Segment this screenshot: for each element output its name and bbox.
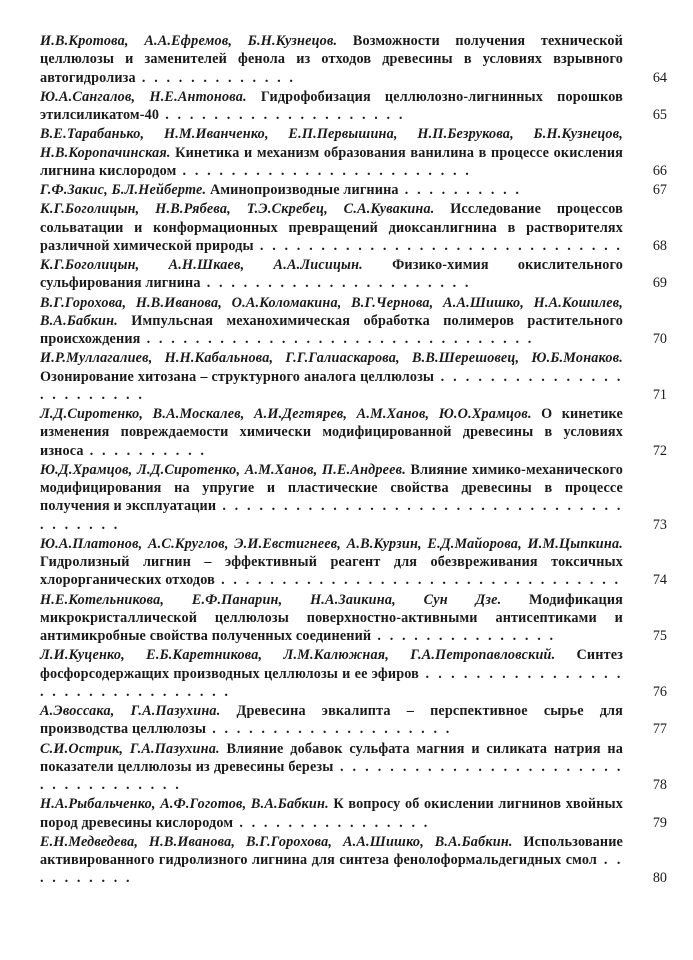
toc-entry-text (40, 740, 633, 795)
toc-entry-text (40, 702, 633, 739)
toc-entry-text (40, 256, 633, 293)
toc-entry[interactable] (40, 535, 667, 590)
toc-entry-text (40, 405, 633, 460)
toc-entry-title: О кинетике изменения повреждаемости химически модифицированной древесины в условиях износа (40, 406, 623, 459)
toc-entry-authors: И.Р.Муллагалиев, Н.Н.Кабальнова, Г.Г.Галиаскарова, В.В.Шерешовец, Ю.Б.Монаков. (40, 350, 623, 367)
toc-entry-page-number: 64 (652, 69, 667, 86)
toc-entry-authors: В.Г.Горохова, Н.В.Иванова, О.А.Коломакина, В.Г.Чернова, А.А.Шишко, Н.А.Кошилев, В.А.Бабкин. (40, 294, 623, 329)
toc-entry-text (40, 646, 633, 701)
toc-entry[interactable] (40, 349, 667, 404)
toc-entry[interactable] (40, 740, 667, 795)
toc-entry-title: Гидрофобизация целлюлозно-лигнинных порошков этилсиликатом-40 (40, 88, 623, 123)
toc-entry-authors: В.Е.Тарабанько, Н.М.Иванченко, Е.П.Первышина, Н.П.Безрукова, Б.Н.Кузнецов, Н.В.Коропачинская. (40, 126, 623, 161)
toc-entry[interactable] (40, 702, 667, 739)
toc-entry-page-number: 79 (652, 814, 667, 831)
toc-entry-page-number: 73 (652, 516, 667, 533)
toc-entry-leader-dots: . . . . . . . . . . . . . . . . . . . . . . . . (40, 368, 623, 403)
toc-entry-authors: Н.Е.Котельникова, Е.Ф.Панарин, Н.А.Заикина, Сун Дзе. (40, 591, 502, 608)
toc-entry[interactable] (40, 32, 667, 87)
toc-entry-title: Физико-химия окислительного сульфирования лигнина (40, 257, 624, 292)
toc-entry-title: К вопросу об окислении лигнинов хвойных пород древесины кислородом (40, 796, 624, 831)
toc-entry-leader-dots: . . . . . . . . . . . . . . . . . . . . . . (200, 275, 472, 292)
toc-entry-page-number: 76 (652, 683, 667, 700)
toc-entry-authors: К.Г.Боголицын, А.Н.Шкаев, А.А.Лисицын. (40, 257, 363, 273)
toc-entry-authors: Л.И.Куценко, Е.Б.Каретникова, Л.М.Калюжная, Г.А.Петропавловский. (40, 647, 556, 664)
toc-entry-leader-dots: . . . . . . . . . . . . . . . . (233, 814, 430, 831)
toc-entry[interactable] (40, 591, 667, 646)
toc-entry-title: Использование активированного гидролизного лигнина для синтеза фенолоформальдегидных смол (40, 833, 623, 868)
toc-entry-text (40, 125, 633, 180)
toc-entry-title: Исследование процессов сольватации и конформационных превращений диоксанлигнина в растворителях различной химической природы (40, 201, 623, 254)
toc-entry-page-number: 69 (652, 275, 667, 292)
toc-entry-text (40, 200, 633, 255)
toc-entry-title: Древесина эвкалипта – перспективное сырье для производства целлюлозы (40, 703, 623, 738)
toc-entry-leader-dots: . . . . . . . . . . (40, 852, 623, 887)
toc-entry-page-number: 66 (652, 162, 667, 179)
toc-entry-leader-dots: . . . . . . . . . . (398, 182, 522, 198)
toc-entry-authors: Н.А.Рыбальченко, А.Ф.Гоготов, В.А.Бабкин. (40, 796, 329, 813)
toc-entry[interactable] (40, 181, 667, 199)
toc-entry-title: Влияние добавок сульфата магния и силиката натрия на показатели целлюлозы из древесины березы (40, 740, 623, 775)
toc-entry-text (40, 32, 633, 87)
toc-entry-page-number: 74 (652, 572, 667, 589)
toc-entry[interactable] (40, 200, 667, 255)
toc-entry-page-number: 65 (652, 107, 667, 123)
toc-entry-leader-dots: . . . . . . . . . . . . . . . . . . . . . . . . . . . . . . (253, 237, 623, 254)
toc-entry-authors: Г.Ф.Закис, Б.Л.Нейберте. (40, 182, 207, 198)
toc-entry-leader-dots: . . . . . . . . . . . . . . . . . . . . (206, 721, 452, 738)
toc-entry[interactable] (40, 795, 667, 832)
toc-entry-page-number: 78 (652, 777, 667, 793)
toc-entry-text (40, 349, 633, 404)
toc-entry-title: Модификация микрокристаллической целлюлозы поверхностно-активными антисептиками и антимикробные свойства полученных соединений (40, 591, 623, 644)
toc-entry-leader-dots: . . . . . . . . . . . . . (135, 69, 296, 86)
toc-entry[interactable] (40, 646, 667, 701)
toc-entry-text (40, 591, 633, 646)
toc-entry-title: Гидролизный лигнин – эффективный реагент для обезвреживания токсичных хлорорганических отходов (40, 554, 623, 589)
toc-entry-page-number: 72 (652, 442, 667, 459)
toc-entry-title: Импульсная механохимическая обработка полимеров растительного происхождения (40, 312, 623, 347)
toc-entry-title: Синтез фосфорсодержащих производных целлюлозы и ее эфиров (40, 647, 623, 682)
toc-entry-title: Влияние химико-механического модифицирования на упругие и пластические свойства древесины в процессе получения и эксплуатации (40, 461, 623, 515)
toc-entry-leader-dots: . . . . . . . . . . (83, 442, 207, 459)
toc-entry-leader-dots: . . . . . . . . . . . . . . . . . . . . . . . . (176, 162, 472, 179)
toc-entry-text (40, 181, 633, 199)
toc-entry[interactable] (40, 294, 667, 349)
toc-entry-authors: Ю.Д.Храмцов, Л.Д.Сиротенко, А.М.Ханов, П.Е.Андреев. (40, 461, 406, 478)
toc-entry-text (40, 833, 633, 888)
toc-entry[interactable] (40, 88, 667, 125)
toc-entry-authors: С.И.Острик, Г.А.Пазухина. (40, 740, 220, 757)
toc-entry-authors: И.В.Кротова, А.А.Ефремов, Б.Н.Кузнецов. (40, 33, 338, 49)
table-of-contents (40, 32, 667, 888)
toc-entry-leader-dots: . . . . . . . . . . . . . . . . . . . . . . . . . . . . . . . . . . . . . . . . (40, 498, 623, 533)
toc-entry-leader-dots: . . . . . . . . . . . . . . . (371, 628, 556, 644)
toc-entry-title: Кинетика и механизм образования ванилина в процессе окисления лигнина кислородом (40, 144, 623, 179)
toc-entry[interactable] (40, 256, 667, 293)
toc-entry-authors: Л.Д.Сиротенко, В.А.Москалев, А.И.Дегтярев, А.М.Ханов, Ю.О.Храмцов. (40, 406, 532, 422)
toc-entry[interactable] (40, 125, 667, 180)
toc-entry-page-number: 67 (652, 182, 667, 198)
toc-entry-authors: Е.Н.Медведева, Н.В.Иванова, В.Г.Горохова, А.А.Шишко, В.А.Бабкин. (40, 833, 513, 850)
toc-entry-text (40, 535, 633, 590)
toc-entry-page-number: 70 (652, 331, 667, 347)
toc-entry-leader-dots: . . . . . . . . . . . . . . . . . . . . . . . . . . . . . . . . (140, 331, 534, 347)
toc-entry-title: Озонирование хитозана – структурного аналога целлюлозы (40, 368, 435, 385)
toc-entry-leader-dots: . . . . . . . . . . . . . . . . . . . . . . . . . . . . . . . . . . . (40, 758, 624, 793)
toc-entry-page-number: 80 (652, 870, 667, 887)
toc-entry-text (40, 461, 633, 534)
toc-entry-authors: Ю.А.Сангалов, Н.Е.Антонова. (40, 88, 247, 105)
toc-entry-text (40, 294, 633, 349)
toc-entry[interactable] (40, 833, 667, 888)
toc-entry-page-number: 68 (652, 237, 667, 254)
toc-entry-page-number: 75 (652, 628, 667, 644)
toc-entry-leader-dots: . . . . . . . . . . . . . . . . . . . . . . . . . . . . . . . . (40, 665, 623, 700)
toc-entry-page-number: 71 (652, 386, 667, 403)
toc-entry[interactable] (40, 461, 667, 534)
toc-entry-page-number: 77 (652, 721, 667, 738)
toc-entry-authors: К.Г.Боголицын, Н.В.Рябева, Т.Э.Скребец, С.А.Кувакина. (40, 201, 435, 218)
toc-entry-leader-dots: . . . . . . . . . . . . . . . . . . . . . . . . . . . . . . . . . (214, 572, 621, 589)
toc-entry-text (40, 795, 633, 832)
toc-entry-authors: А.Эвоссака, Г.А.Пазухина. (40, 703, 221, 719)
toc-entry[interactable] (40, 405, 667, 460)
toc-entry-leader-dots: . . . . . . . . . . . . . . . . . . . . (159, 107, 405, 123)
toc-entry-title: Возможности получения технической целлюлозы и заменителей фенола из отходов древесины в условиях взрывного автогидролиза (40, 33, 623, 86)
toc-entry-title: Аминопроизводные лигнина (209, 182, 399, 198)
toc-entry-authors: Ю.А.Платонов, А.С.Круглов, Э.И.Евстигнеев, А.В.Курзин, Е.Д.Майорова, И.М.Цыпкина. (40, 535, 623, 552)
toc-entry-text (40, 88, 633, 125)
